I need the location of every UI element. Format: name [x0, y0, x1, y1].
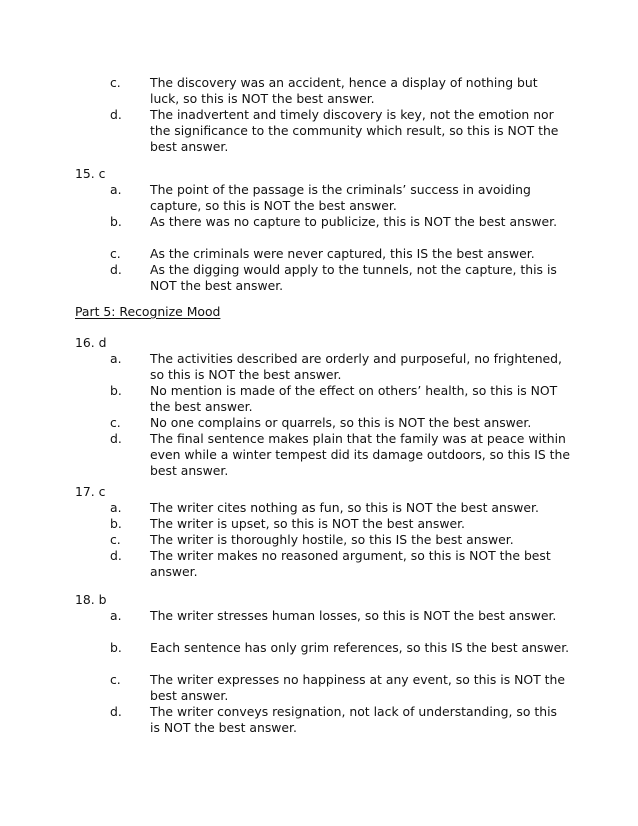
option-explanation: As the criminals were never captured, this IS the best answer. — [150, 246, 535, 261]
option-letter: d. — [110, 262, 122, 277]
option-letter: d. — [110, 548, 122, 563]
option-letter: d. — [110, 107, 122, 122]
option-letter: b. — [110, 383, 122, 398]
option-letter: c. — [110, 246, 121, 261]
option-letter: a. — [110, 608, 122, 623]
option-explanation: The writer makes no reasoned argument, so this is NOT the best answer. — [150, 548, 551, 579]
option-letter: a. — [110, 500, 122, 515]
option-explanation: The writer is upset, so this is NOT the best answer. — [150, 516, 465, 531]
option-letter: d. — [110, 431, 122, 446]
option-explanation: The writer expresses no happiness at any event, so this is NOT the best answer. — [150, 672, 565, 703]
option-letter: c. — [110, 75, 121, 90]
option-letter: c. — [110, 415, 121, 430]
option-explanation: Each sentence has only grim references, so this IS the best answer. — [150, 640, 570, 655]
option-explanation: The point of the passage is the criminals’ success in avoiding capture, so this is NOT the best answer. — [150, 182, 531, 213]
option-explanation: The writer conveys resignation, not lack of understanding, so this is NOT the best answer. — [150, 704, 557, 735]
option-explanation: The writer stresses human losses, so this is NOT the best answer. — [150, 608, 557, 623]
question-number: 17. c — [75, 484, 106, 499]
question-number: 15. c — [75, 166, 106, 181]
option-letter: c. — [110, 532, 121, 547]
option-letter: a. — [110, 182, 122, 197]
option-explanation: The final sentence makes plain that the family was at peace within even while a winter tempest did its damage outdoors, so this IS the best answer. — [150, 431, 570, 478]
option-explanation: As there was no capture to publicize, this is NOT the best answer. — [150, 214, 558, 229]
option-explanation: The inadvertent and timely discovery is key, not the emotion nor the significance to the community which result, so this is NOT the best answer. — [150, 107, 559, 154]
option-explanation: The discovery was an accident, hence a display of nothing but luck, so this is NOT the best answer. — [150, 75, 538, 106]
option-explanation: The writer is thoroughly hostile, so this IS the best answer. — [150, 532, 514, 547]
option-letter: d. — [110, 704, 122, 719]
option-explanation: No one complains or quarrels, so this is NOT the best answer. — [150, 415, 532, 430]
question-number: 18. b — [75, 592, 107, 607]
option-letter: c. — [110, 672, 121, 687]
question-number: 16. d — [75, 335, 107, 350]
option-letter: a. — [110, 351, 122, 366]
option-explanation: No mention is made of the effect on others’ health, so this is NOT the best answer. — [150, 383, 558, 414]
option-letter: b. — [110, 214, 122, 229]
option-explanation: The writer cites nothing as fun, so this is NOT the best answer. — [150, 500, 539, 515]
section-heading: Part 5: Recognize Mood — [75, 304, 221, 319]
option-explanation: As the digging would apply to the tunnels, not the capture, this is NOT the best answer. — [150, 262, 557, 293]
option-letter: b. — [110, 640, 122, 655]
option-explanation: The activities described are orderly and purposeful, no frightened, so this is NOT the best answer. — [150, 351, 562, 382]
option-letter: b. — [110, 516, 122, 531]
